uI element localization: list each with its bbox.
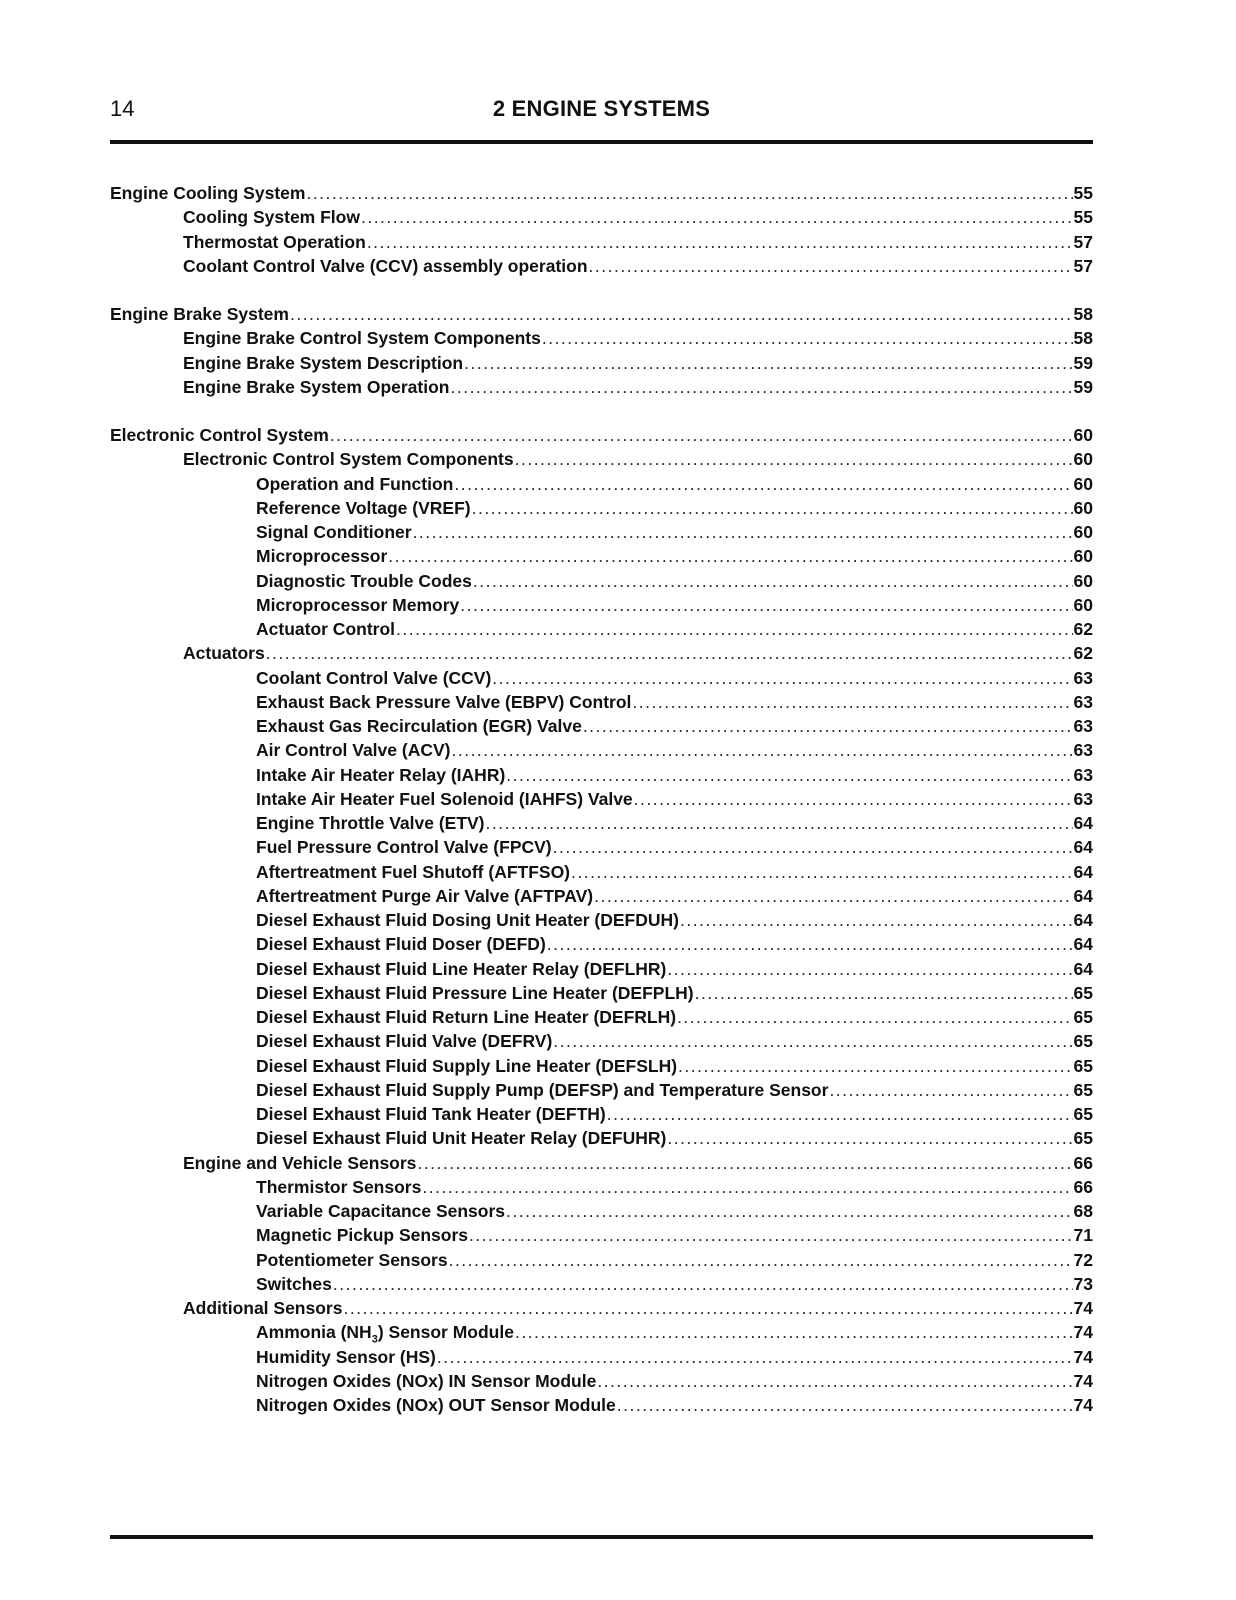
toc-entry-title: Engine Cooling System [110, 183, 306, 203]
toc-entry-title: Cooling System Flow [183, 207, 360, 228]
toc-entry-title: Diesel Exhaust Fluid Valve (DEFRV) [256, 1031, 553, 1052]
page-number: 14 [110, 96, 135, 121]
toc-entry[interactable] [110, 981, 1093, 1005]
dot-leader [678, 1054, 1072, 1078]
dot-leader [607, 1102, 1073, 1126]
toc-entry-page: 74 [1073, 1322, 1093, 1343]
dot-leader [449, 1248, 1073, 1272]
toc-entry-title: Actuators [183, 643, 265, 664]
toc-entry-title: Nitrogen Oxides (NOx) OUT Sensor Module [256, 1395, 616, 1415]
toc-entry-title: Diesel Exhaust Fluid Supply Line Heater (DEFSLH) [256, 1055, 678, 1076]
dot-leader [553, 835, 1073, 859]
dot-leader [617, 1393, 1073, 1417]
toc-entry-title: Coolant Control Valve (CCV) [256, 667, 492, 688]
toc-section [110, 181, 1093, 278]
toc-entry-title: Diesel Exhaust Fluid Tank Heater (DEFTH) [256, 1104, 606, 1124]
toc-entry-title: Operation and Function [256, 473, 454, 494]
dot-leader [413, 520, 1073, 544]
toc-section [110, 423, 1093, 1417]
toc-entry-title: Thermostat Operation [183, 231, 366, 252]
dot-leader [583, 714, 1073, 738]
toc-entry[interactable] [110, 1029, 1093, 1053]
toc-entry[interactable] [110, 1151, 1093, 1175]
toc-entry-title: Diesel Exhaust Fluid Line Heater Relay (DEFLHR) [256, 958, 667, 979]
dot-leader [306, 181, 1072, 205]
toc-entry[interactable] [110, 860, 1093, 884]
toc-entry[interactable] [110, 230, 1093, 254]
toc-entry[interactable] [110, 544, 1093, 568]
dot-leader [506, 763, 1072, 787]
dot-leader [667, 1126, 1072, 1150]
toc-entry-title: Reference Voltage (VREF) [256, 497, 471, 518]
dot-leader [515, 1320, 1073, 1344]
dot-leader [469, 1223, 1073, 1247]
toc-entry[interactable] [110, 1126, 1093, 1150]
toc-entry[interactable] [110, 1320, 1093, 1344]
toc-entry[interactable] [110, 1393, 1093, 1417]
toc-entry-page: 64 [1073, 861, 1093, 882]
dot-leader [632, 690, 1072, 714]
dot-leader [515, 447, 1073, 471]
dot-leader [333, 1272, 1073, 1296]
toc-entry-page: 63 [1073, 691, 1093, 712]
dot-leader [542, 326, 1073, 350]
dot-leader [454, 472, 1072, 496]
toc-entry-page: 55 [1073, 183, 1093, 203]
toc-entry-title: Aftertreatment Purge Air Valve (AFTPAV) [256, 885, 594, 906]
dot-leader [667, 957, 1072, 981]
toc-entry-page: 74 [1073, 1370, 1093, 1391]
toc-entry[interactable] [110, 835, 1093, 859]
toc-entry-title: Electronic Control System [110, 425, 329, 445]
toc-entry-page: 66 [1073, 1176, 1093, 1197]
toc-entry-page: 64 [1073, 813, 1093, 833]
dot-leader [451, 738, 1072, 762]
toc-entry-title: Engine Brake System Description [183, 352, 464, 373]
toc-entry[interactable] [110, 423, 1093, 447]
toc-entry-title: Intake Air Heater Relay (IAHR) [256, 764, 506, 785]
dot-leader [367, 230, 1073, 254]
chapter-title: 2 ENGINE SYSTEMS [492, 96, 711, 121]
dot-leader [506, 1199, 1073, 1223]
toc-entry[interactable] [110, 302, 1093, 326]
toc-entry-title: Engine Brake System Operation [183, 376, 450, 397]
dot-leader [460, 593, 1072, 617]
dot-leader [486, 811, 1073, 835]
footer-rule [110, 1535, 1093, 1539]
header-rule [110, 140, 1093, 144]
toc-entry-title: Air Control Valve (ACV) [256, 740, 451, 761]
dot-leader [464, 351, 1072, 375]
toc-entry-page: 60 [1073, 473, 1093, 494]
toc-entry[interactable] [110, 254, 1093, 278]
toc-entry[interactable] [110, 1248, 1093, 1272]
toc-entry-page: 72 [1073, 1249, 1093, 1270]
toc-entry[interactable] [110, 326, 1093, 350]
dot-leader [388, 544, 1072, 568]
toc-entry-page: 73 [1073, 1273, 1093, 1294]
toc-entry-page: 66 [1073, 1152, 1093, 1173]
page-header [110, 96, 1093, 130]
dot-leader [677, 1005, 1072, 1029]
toc-entry-page: 63 [1073, 788, 1093, 809]
toc-entry[interactable] [110, 1369, 1093, 1393]
toc-entry-title: Actuator Control [256, 619, 396, 639]
toc-section [110, 302, 1093, 399]
toc-entry[interactable] [110, 520, 1093, 544]
toc-entry-title: Diesel Exhaust Fluid Dosing Unit Heater (DEFDUH) [256, 910, 679, 930]
dot-leader [343, 1296, 1072, 1320]
toc-entry-title: Humidity Sensor (HS) [256, 1346, 436, 1367]
dot-leader [422, 1175, 1072, 1199]
table-of-contents [110, 181, 1093, 1417]
dot-leader [571, 860, 1073, 884]
toc-entry-page: 65 [1073, 1079, 1093, 1100]
toc-entry-title: Engine Throttle Valve (ETV) [256, 813, 485, 833]
toc-entry-title: Diesel Exhaust Fluid Doser (DEFD) [256, 934, 546, 955]
toc-entry[interactable] [110, 714, 1093, 738]
toc-entry[interactable] [110, 205, 1093, 229]
toc-entry-title: Electronic Control System Components [183, 449, 514, 470]
toc-entry-page: 62 [1073, 619, 1093, 639]
toc-entry-title: Exhaust Back Pressure Valve (EBPV) Control [256, 691, 632, 712]
toc-entry[interactable] [110, 617, 1093, 641]
toc-entry[interactable] [110, 593, 1093, 617]
toc-entry-title [256, 1320, 514, 1344]
toc-entry-page: 65 [1073, 1007, 1093, 1027]
toc-entry[interactable] [110, 787, 1093, 811]
toc-entry-title-part: Ammonia (NH [256, 1322, 372, 1343]
toc-entry-title: Signal Conditioner [256, 522, 412, 542]
toc-entry-title: Diesel Exhaust Fluid Return Line Heater (DEFRLH) [256, 1007, 677, 1027]
toc-entry[interactable] [110, 811, 1093, 835]
toc-entry-title: Diesel Exhaust Fluid Pressure Line Heater (DEFPLH) [256, 982, 694, 1003]
toc-entry[interactable] [110, 666, 1093, 690]
toc-entry-page: 59 [1073, 352, 1093, 373]
toc-entry[interactable] [110, 496, 1093, 520]
toc-entry-page: 59 [1073, 376, 1093, 397]
toc-entry-title: Additional Sensors [183, 1298, 343, 1318]
toc-entry[interactable] [110, 1296, 1093, 1320]
toc-entry[interactable] [110, 738, 1093, 762]
toc-entry-title: Microprocessor [256, 546, 388, 567]
toc-entry-page: 58 [1073, 304, 1093, 324]
dot-leader [492, 666, 1072, 690]
toc-entry-page: 57 [1073, 255, 1093, 276]
toc-entry[interactable] [110, 181, 1093, 205]
toc-entry-title: Variable Capacitance Sensors [256, 1201, 506, 1221]
toc-entry[interactable] [110, 569, 1093, 593]
toc-entry-page: 64 [1073, 885, 1093, 906]
dot-leader [680, 908, 1073, 932]
toc-entry-title: Magnetic Pickup Sensors [256, 1225, 469, 1246]
toc-entry[interactable] [110, 1102, 1093, 1126]
dot-leader [361, 205, 1073, 229]
dot-leader [547, 932, 1073, 956]
toc-entry-page: 60 [1073, 497, 1093, 518]
toc-entry[interactable] [110, 957, 1093, 981]
toc-entry[interactable] [110, 375, 1093, 399]
toc-entry[interactable] [110, 1345, 1093, 1369]
toc-entry-page: 63 [1073, 716, 1093, 736]
toc-entry-page: 65 [1073, 1055, 1093, 1076]
toc-entry-page: 60 [1073, 546, 1093, 567]
toc-entry[interactable] [110, 1054, 1093, 1078]
toc-entry[interactable] [110, 472, 1093, 496]
toc-entry-page: 60 [1073, 594, 1093, 615]
toc-entry-title: Exhaust Gas Recirculation (EGR) Valve [256, 716, 582, 736]
toc-entry-page: 71 [1073, 1225, 1093, 1246]
toc-entry-page: 64 [1073, 837, 1093, 858]
toc-entry-page: 60 [1073, 425, 1093, 445]
toc-entry-title: Engine Brake Control System Components [183, 328, 541, 349]
toc-entry[interactable] [110, 641, 1093, 665]
toc-entry[interactable] [110, 351, 1093, 375]
toc-entry-title: Microprocessor Memory [256, 594, 460, 615]
toc-entry-page: 58 [1073, 328, 1093, 349]
toc-entry-page: 74 [1073, 1298, 1093, 1318]
toc-entry-page: 64 [1073, 958, 1093, 979]
dot-leader [553, 1029, 1072, 1053]
toc-entry[interactable] [110, 1223, 1093, 1247]
dot-leader [634, 787, 1073, 811]
toc-entry-title: Potentiometer Sensors [256, 1249, 448, 1270]
toc-entry-title: Engine Brake System [110, 304, 289, 324]
dot-leader [597, 1369, 1072, 1393]
dot-leader [437, 1345, 1073, 1369]
toc-entry-page: 63 [1073, 740, 1093, 761]
toc-entry-page: 63 [1073, 764, 1093, 785]
dot-leader [290, 302, 1073, 326]
toc-entry[interactable] [110, 932, 1093, 956]
toc-entry-page: 65 [1073, 1128, 1093, 1149]
dot-leader [450, 375, 1072, 399]
dot-leader [472, 496, 1073, 520]
toc-entry-title-subscript: 3 [371, 1333, 378, 1346]
dot-leader [266, 641, 1073, 665]
toc-entry[interactable] [110, 1005, 1093, 1029]
toc-entry[interactable] [110, 1272, 1093, 1296]
toc-entry-page: 60 [1073, 522, 1093, 542]
toc-entry-page: 63 [1073, 667, 1093, 688]
toc-entry[interactable] [110, 690, 1093, 714]
toc-entry-page: 57 [1073, 231, 1093, 252]
toc-entry[interactable] [110, 908, 1093, 932]
toc-entry[interactable] [110, 1078, 1093, 1102]
toc-entry-title: Coolant Control Valve (CCV) assembly operation [183, 255, 588, 276]
toc-entry[interactable] [110, 447, 1093, 471]
toc-entry-page: 60 [1073, 449, 1093, 470]
toc-entry-title-part: ) Sensor Module [377, 1322, 514, 1343]
toc-entry-page: 62 [1073, 643, 1093, 664]
toc-entry-page: 74 [1073, 1395, 1093, 1415]
toc-entry-title: Diesel Exhaust Fluid Unit Heater Relay (DEFUHR) [256, 1128, 667, 1149]
toc-entry-title: Intake Air Heater Fuel Solenoid (IAHFS) Valve [256, 788, 633, 809]
toc-entry-page: 74 [1073, 1346, 1093, 1367]
toc-entry-title: Aftertreatment Fuel Shutoff (AFTFSO) [256, 861, 571, 882]
toc-entry-page: 68 [1073, 1201, 1093, 1221]
toc-entry-page: 55 [1073, 207, 1093, 228]
toc-entry[interactable] [110, 1199, 1093, 1223]
toc-entry-title: Fuel Pressure Control Valve (FPCV) [256, 837, 552, 858]
dot-leader [473, 569, 1073, 593]
toc-entry-page: 64 [1073, 910, 1093, 930]
toc-entry-title: Engine and Vehicle Sensors [183, 1152, 417, 1173]
toc-entry[interactable] [110, 763, 1093, 787]
toc-entry-page: 65 [1073, 982, 1093, 1003]
toc-entry-title: Diagnostic Trouble Codes [256, 570, 472, 591]
dot-leader [589, 254, 1073, 278]
toc-entry-page: 60 [1073, 570, 1093, 591]
toc-entry-title: Thermistor Sensors [256, 1176, 422, 1197]
toc-entry-page: 65 [1073, 1031, 1093, 1052]
toc-entry[interactable] [110, 1175, 1093, 1199]
toc-entry-title: Diesel Exhaust Fluid Supply Pump (DEFSP) and Temperature Sensor [256, 1079, 829, 1100]
dot-leader [829, 1078, 1072, 1102]
dot-leader [417, 1151, 1072, 1175]
dot-leader [396, 617, 1073, 641]
dot-leader [695, 981, 1073, 1005]
toc-entry-page: 65 [1073, 1104, 1093, 1124]
toc-entry-page: 64 [1073, 934, 1093, 955]
toc-entry-title: Switches [256, 1273, 332, 1294]
toc-entry[interactable] [110, 884, 1093, 908]
toc-entry-title: Nitrogen Oxides (NOx) IN Sensor Module [256, 1370, 597, 1391]
dot-leader [330, 423, 1073, 447]
dot-leader [594, 884, 1072, 908]
